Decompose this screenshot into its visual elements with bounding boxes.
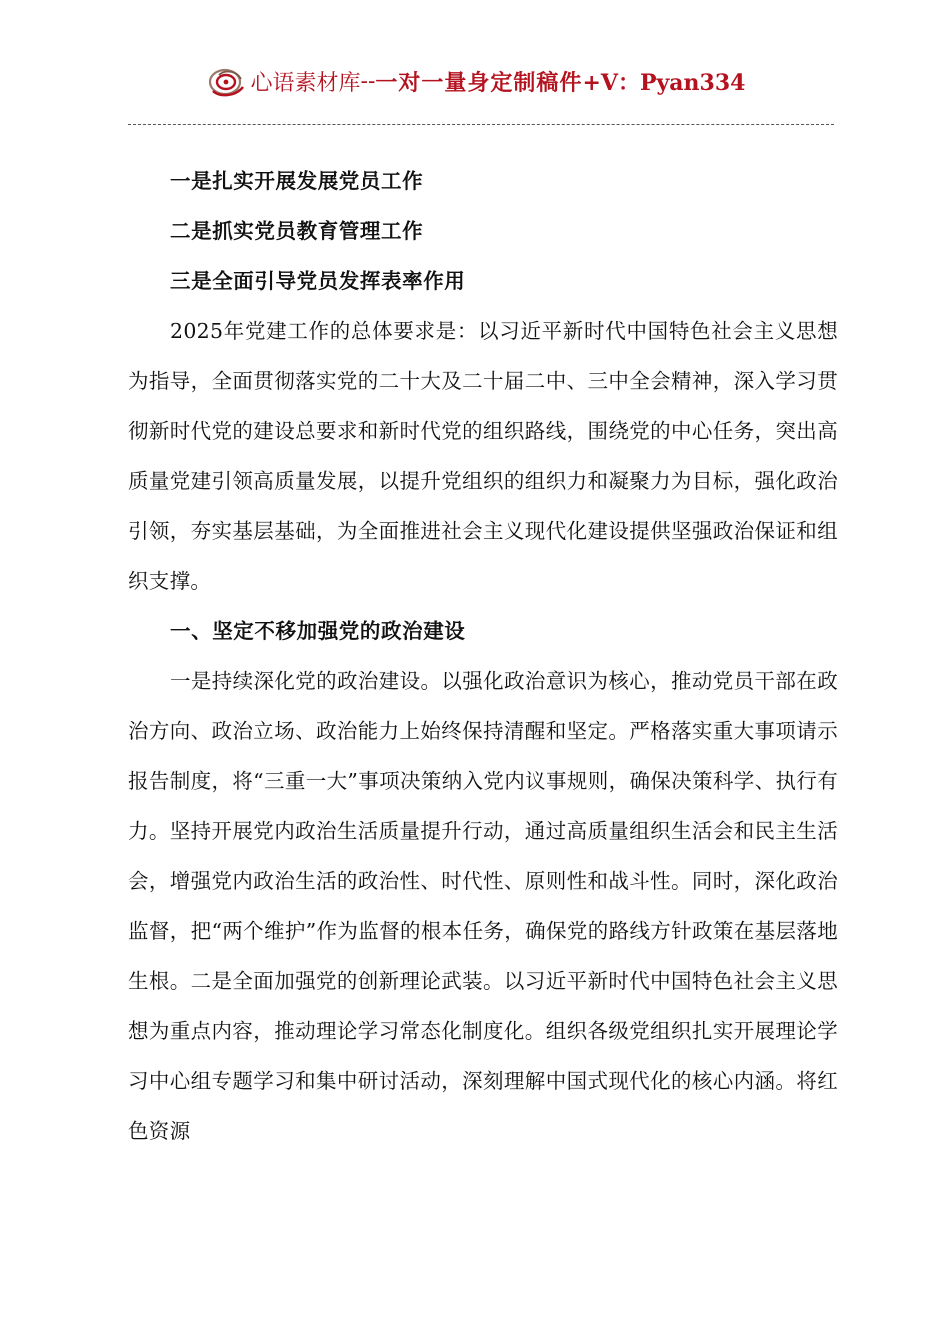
document-body [128, 156, 838, 1156]
brand-dash: -- [360, 68, 376, 94]
paragraph-political-construction: 一是持续深化党的政治建设。以强化政治意识为核心，推动党员干部在政治方向、政治立场、政治能力上始终保持清醒和坚定。严格落实重大事项请示报告制度，将“三重一大”事项决策纳入党内议事规则，确保决策科学、执行有力。坚持开展党内政治生活质量提升行动，通过高质量组织生活会和民主生活会，增强党内政治生活的政治性、时代性、原则性和战斗性。同时，深化政治监督，把“两个维护”作为监督的根本任务，确保党的路线方针政策在基层落地生根。二是全面加强党的创新理论武装。以习近平新时代中国特色社会主义思想为重点内容，推动理论学习常态化制度化。组织各级党组织扎实开展理论学习中心组专题学习和集中研讨活动，深刻理解中国式现代化的核心内涵。将红色资源 [128, 669, 838, 1143]
swirl-logo-icon [205, 61, 249, 101]
page-header [0, 58, 950, 108]
header-banner [205, 58, 746, 104]
section-heading-political-construction: 一、坚定不移加强党的政治建设 [170, 619, 466, 643]
paragraph-overall-requirements: 2025年党建工作的总体要求是：以习近平新时代中国特色社会主义思想为指导，全面贯彻落实党的二十大及二十届二中、三中全会精神，深入学习贯彻新时代党的建设总要求和新时代党的组织路线，围绕党的中心任务，突出高质量党建引领高质量发展，以提升党组织的组织力和凝聚力为目标，强化政治引领，夯实基层基础，为全面推进社会主义现代化建设提供坚强政治保证和组织支撑。 [128, 319, 838, 593]
header-divider [128, 124, 834, 125]
brand-name: 心语素材库 [250, 70, 361, 96]
slogan: 一对一量身定制稿件 [375, 69, 583, 96]
wechat-contact: +V：Pyan334 [582, 69, 746, 96]
heading-1: 一是扎实开展发展党员工作 [170, 169, 424, 193]
heading-3: 三是全面引导党员发挥表率作用 [170, 269, 466, 293]
heading-2: 二是抓实党员教育管理工作 [170, 219, 424, 243]
